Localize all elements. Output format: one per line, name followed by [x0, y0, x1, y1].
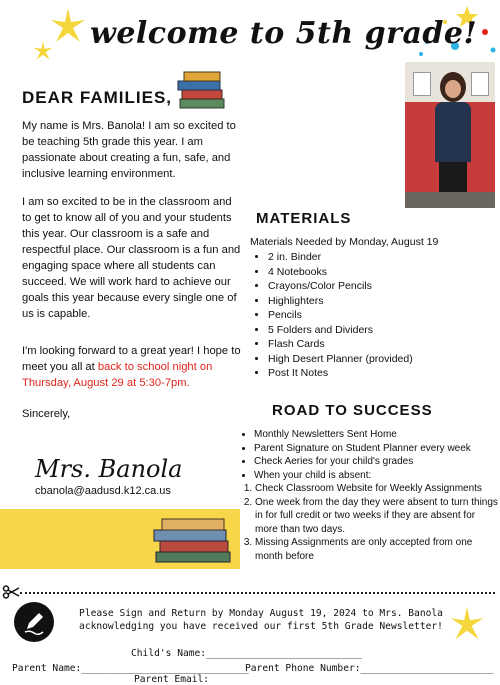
parent-name-field[interactable]: Parent Name:_____________________________	[12, 663, 249, 674]
list-item: • 4 Notebooks	[268, 265, 413, 280]
parent-phone-field[interactable]: Parent Phone Number:_______________________	[245, 663, 494, 674]
materials-list	[253, 250, 413, 381]
list-item: • Parent Signature on Student Planner every week	[254, 442, 500, 456]
star-icon	[32, 40, 54, 62]
list-item: • High Desert Planner (provided)	[268, 352, 413, 367]
list-item: • 2 in. Binder	[268, 250, 413, 265]
teacher-photo	[405, 62, 495, 208]
list-item: • Highlighters	[268, 294, 413, 309]
scissors-icon	[2, 585, 20, 599]
list-item: • Pencils	[268, 308, 413, 323]
letter-paragraph-1: My name is Mrs. Banola! I am so excited to be teaching 5th grade this year. I am passionate about creating a fun, safe, and inclusive learning environment.	[22, 120, 236, 180]
signature: Mrs. Banola	[35, 455, 183, 483]
parent-email-field[interactable]: Parent Email:	[134, 674, 210, 685]
cut-line	[20, 592, 495, 594]
star-icon	[448, 605, 486, 643]
list-item: • Post It Notes	[268, 366, 413, 381]
pencil-icon	[14, 602, 54, 642]
letter-paragraph-3	[22, 343, 242, 391]
books-icon	[176, 66, 226, 110]
list-item: • Crayons/Color Pencils	[268, 279, 413, 294]
road-heading: ROAD TO SUCCESS	[272, 402, 433, 419]
closing: Sincerely,	[22, 408, 71, 420]
materials-heading: MATERIALS	[256, 210, 352, 227]
materials-intro: Materials Needed by Monday, August 19	[250, 236, 439, 248]
teacher-email: cbanola@aadusd.k12.ca.us	[35, 485, 171, 497]
list-item: • Check Aeries for your child's grades	[254, 455, 500, 469]
page-title: welcome to 5th grade!	[90, 16, 478, 51]
return-instructions: Please Sign and Return by Monday August 19, 2024 to Mrs. Banola acknowledging you have received our first 5th Grade Newsletter!	[79, 608, 443, 632]
list-item: 1. Check Classroom Website for Weekly Assignments	[255, 482, 500, 496]
child-name-field[interactable]: Child's Name:___________________________	[131, 648, 363, 659]
road-list	[240, 428, 500, 482]
books-icon	[152, 514, 234, 564]
letter-paragraph-2: I am so excited to be in the classroom and to get to know all of you and your students this year. Our classroom is a safe and respectful place. Our classroom is a fun and engaging space where all students can succeed. We will work hard to achieve our goals this year because every single one of us is capable.	[22, 196, 241, 320]
letter-paragraph-3-text: I'm looking forward to a great year! I hope to meet you all at	[22, 345, 241, 373]
list-item: • When your child is absent:	[254, 469, 500, 483]
greeting: DEAR FAMILIES,	[22, 88, 173, 107]
list-item: • Monthly Newsletters Sent Home	[254, 428, 500, 442]
back-to-school-highlight: back to school night on Thursday, August 29 at 5:30-7pm.	[22, 361, 213, 389]
list-item: • Flash Cards	[268, 337, 413, 352]
absence-steps	[240, 482, 500, 563]
star-icon	[48, 6, 88, 46]
list-item: • 5 Folders and Dividers	[268, 323, 413, 338]
list-item: 2. One week from the day they were absent to turn things in for full credit or two weeks if they are absent for more than two days.	[255, 496, 500, 537]
list-item: 3. Missing Assignments are only accepted from one month before	[255, 536, 500, 563]
